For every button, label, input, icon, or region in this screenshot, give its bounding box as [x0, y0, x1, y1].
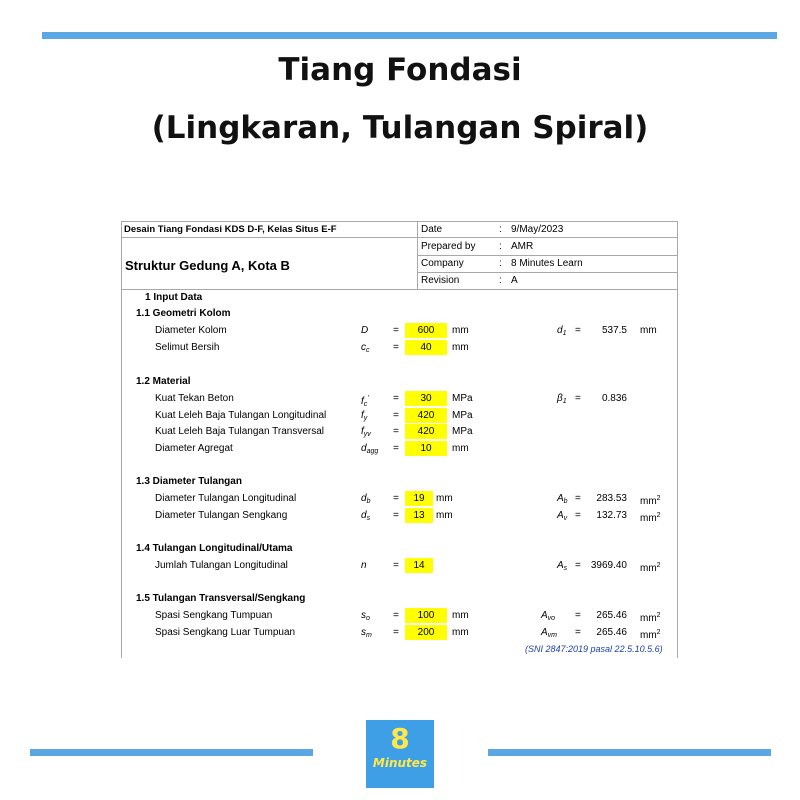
result-symbol: $A_v$ [557, 510, 568, 522]
row-unit: mm [452, 443, 469, 454]
row-label: Kuat Leleh Baja Tulangan Longitudinal [155, 410, 327, 421]
equals: = [393, 627, 399, 638]
row-symbol: n [361, 560, 367, 571]
doc-name: Desain Tiang Fondasi KDS D-F, Kelas Situs E-F [124, 224, 337, 235]
company-label: Company [421, 258, 464, 269]
equals: = [575, 627, 581, 638]
row-unit: mm [452, 610, 469, 621]
row-symbol: $f_y$ [361, 410, 368, 422]
row-label: Diameter Kolom [155, 325, 227, 336]
result-symbol: $A_{vm}$ [541, 627, 558, 639]
row-label: Spasi Sengkang Tumpuan [155, 610, 273, 621]
result-unit: $mm^2$ [640, 629, 661, 641]
row-label: Kuat Leleh Baja Tulangan Transversal [155, 426, 324, 437]
input-cell[interactable]: 100 [405, 608, 447, 623]
result-symbol: $\beta_1$ [557, 393, 567, 405]
header-row-line [121, 237, 417, 238]
input-cell[interactable]: 420 [405, 424, 447, 439]
revision-label: Revision [421, 275, 460, 286]
equals: = [393, 510, 399, 521]
logo-word: Minutes [372, 756, 428, 770]
input-cell[interactable]: 19 [405, 491, 433, 506]
company-value: 8 Minutes Learn [511, 258, 583, 269]
row-unit: mm [436, 510, 453, 521]
equals: = [393, 342, 399, 353]
equals: = [393, 426, 399, 437]
project-name: Struktur Gedung A, Kota B [125, 258, 290, 273]
row-label: Diameter Tulangan Sengkang [155, 510, 288, 521]
colon: : [499, 275, 502, 286]
title-line-1: Tiang Fondasi [278, 52, 522, 88]
section-diameter-tulangan: 1.3 Diameter Tulangan [136, 476, 242, 487]
result-unit: $mm^2$ [640, 495, 661, 507]
row-symbol: $f_{yv}$ [361, 426, 371, 438]
input-cell[interactable]: 14 [405, 558, 433, 573]
row-unit: mm [436, 493, 453, 504]
input-cell[interactable]: 10 [405, 441, 447, 456]
equals: = [575, 325, 581, 336]
top-accent-bar [42, 32, 777, 39]
date-label: Date [421, 224, 443, 235]
row-unit: MPa [452, 410, 473, 421]
result-value: 265.46 [596, 627, 627, 638]
sheet-right-border [677, 290, 678, 658]
row-unit: MPa [452, 393, 473, 404]
row-unit: mm [452, 325, 469, 336]
equals: = [393, 610, 399, 621]
result-value: 0.836 [601, 393, 627, 404]
result-symbol: $A_{vo}$ [541, 610, 556, 622]
brand-logo [366, 720, 434, 788]
result-value: 3969.40 [590, 560, 627, 571]
equals: = [393, 393, 399, 404]
row-label: Kuat Tekan Beton [155, 393, 234, 404]
result-value: 265.46 [596, 610, 627, 621]
row-symbol: $d_{agg}$ [361, 443, 379, 455]
equals: = [393, 325, 399, 336]
revision-value: A [511, 275, 518, 286]
result-value: 537.5 [601, 325, 627, 336]
input-cell[interactable]: 420 [405, 408, 447, 423]
header-row-line [417, 237, 678, 238]
result-symbol: $A_b$ [557, 493, 568, 505]
colon: : [499, 241, 502, 252]
row-label: Jumlah Tulangan Longitudinal [155, 560, 288, 571]
result-value: 132.73 [596, 510, 627, 521]
bottom-left-accent-bar [30, 749, 313, 756]
row-label: Selimut Bersih [155, 342, 220, 353]
equals: = [575, 610, 581, 621]
reference-note: (SNI 2847:2019 pasal 22.5.10.5.6) [525, 644, 663, 654]
row-symbol: $s_o$ [361, 610, 370, 622]
row-label: Diameter Tulangan Longitudinal [155, 493, 297, 504]
calc-sheet [121, 221, 678, 658]
equals: = [393, 410, 399, 421]
equals: = [393, 443, 399, 454]
result-symbol: $d_1$ [557, 325, 567, 337]
equals: = [393, 560, 399, 571]
row-unit: mm [452, 627, 469, 638]
row-unit: mm [452, 342, 469, 353]
row-symbol: D [361, 325, 369, 336]
sheet-left-border [121, 290, 122, 658]
input-cell[interactable]: 200 [405, 625, 447, 640]
result-symbol: $A_s$ [557, 560, 568, 572]
section-input-data: 1 Input Data [145, 292, 203, 303]
equals: = [575, 560, 581, 571]
result-unit: $mm^2$ [640, 512, 661, 524]
row-unit: MPa [452, 426, 473, 437]
logo-number: 8 [390, 722, 410, 755]
input-cell[interactable]: 13 [405, 508, 433, 523]
header-row-line [417, 255, 678, 256]
row-symbol: $s_m$ [361, 627, 372, 639]
result-unit: mm [640, 325, 657, 336]
row-symbol: $f_c'$ [361, 395, 369, 408]
input-cell[interactable]: 600 [405, 323, 447, 338]
row-label: Spasi Sengkang Luar Tumpuan [155, 627, 296, 638]
equals: = [393, 493, 399, 504]
row-label: Diameter Agregat [155, 443, 233, 454]
section-material: 1.2 Material [136, 376, 191, 387]
section-tulangan-transversal: 1.5 Tulangan Transversal/Sengkang [136, 593, 306, 604]
prepared-value: AMR [511, 241, 534, 252]
row-symbol: $d_s$ [361, 510, 371, 522]
equals: = [575, 510, 581, 521]
colon: : [499, 224, 502, 235]
row-symbol: $d_b$ [361, 493, 371, 505]
result-value: 283.53 [596, 493, 627, 504]
prepared-label: Prepared by [421, 241, 476, 252]
row-symbol: $c_c$ [361, 342, 370, 354]
equals: = [575, 493, 581, 504]
header-row-line [417, 272, 678, 273]
colon: : [499, 258, 502, 269]
section-geometri: 1.1 Geometri Kolom [136, 308, 231, 319]
title-line-2: (Lingkaran, Tulangan Spiral) [151, 110, 649, 146]
bottom-right-accent-bar [488, 749, 771, 756]
input-cell[interactable]: 40 [405, 340, 447, 355]
section-tulangan-longitudinal: 1.4 Tulangan Longitudinal/Utama [136, 543, 293, 554]
result-unit: $mm^2$ [640, 562, 661, 574]
input-cell[interactable]: 30 [405, 391, 447, 406]
result-unit: $mm^2$ [640, 612, 661, 624]
equals: = [575, 393, 581, 404]
date-value: 9/May/2023 [511, 224, 564, 235]
